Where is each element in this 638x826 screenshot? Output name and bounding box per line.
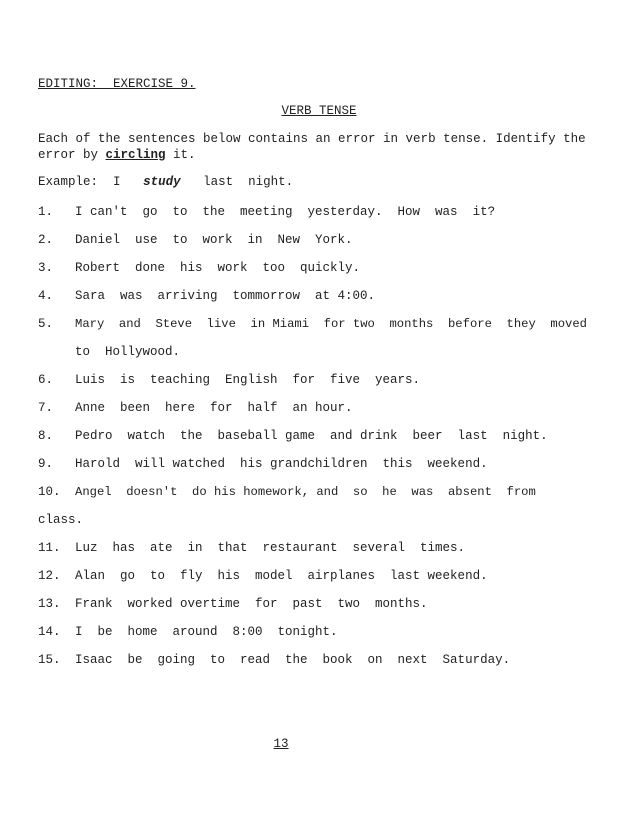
item-number: 3.: [38, 261, 54, 275]
instructions-part-2: it.: [165, 148, 196, 162]
item-text: Daniel use to work in New York.: [75, 233, 353, 247]
item-number: 8.: [38, 429, 54, 443]
example-rest: last night.: [203, 175, 294, 189]
item-number: 14.: [38, 625, 61, 639]
sentence-item-1: [38, 205, 604, 223]
sentence-item-12: [38, 569, 604, 587]
sentence-item-15: [38, 653, 604, 671]
item-number: 6.: [38, 373, 54, 387]
item-text: Anne been here for half an hour.: [75, 401, 353, 415]
item-text: Alan go to fly his model airplanes last weekend.: [75, 569, 488, 583]
item-text: I can't go to the meeting yesterday. How was it?: [75, 205, 496, 219]
example-circled-verb: study: [143, 175, 181, 189]
item-number: 5.: [38, 317, 54, 331]
sentence-item-7: [38, 401, 604, 419]
example-label: Example:: [38, 175, 99, 189]
item-number: 11.: [38, 541, 61, 555]
item-text: Robert done his work too quickly.: [75, 261, 361, 275]
item-number: 13.: [38, 597, 61, 611]
item-text: Pedro watch the baseball game and drink beer last night.: [75, 429, 548, 443]
item-number: 12.: [38, 569, 61, 583]
item-text: Angel doesn't do his homework, and so he was absent from: [75, 485, 536, 499]
example-sentence: [38, 175, 293, 189]
sentence-item-10-continued: class.: [38, 513, 84, 527]
instructions: [38, 131, 604, 163]
item-number: 4.: [38, 289, 54, 303]
item-text: Harold will watched his grandchildren this weekend.: [75, 457, 488, 471]
sentence-item-5-continued: to Hollywood.: [75, 345, 181, 359]
item-number: 2.: [38, 233, 54, 247]
page-number-container: [0, 737, 562, 751]
sentence-item-2: [38, 233, 604, 251]
item-text: Frank worked overtime for past two months.: [75, 597, 428, 611]
item-text: Sara was arriving tommorrow at 4:00.: [75, 289, 376, 303]
subtitle-text: VERB TENSE: [281, 104, 357, 118]
sentence-item-4: [38, 289, 604, 307]
sentence-item-5: [38, 317, 604, 335]
item-number: 10.: [38, 485, 61, 499]
item-text: Luis is teaching English for five years.: [75, 373, 421, 387]
example-pronoun: I: [113, 175, 121, 189]
sentence-item-3: [38, 261, 604, 279]
exercise-title: EDITING: EXERCISE 9.: [38, 77, 196, 91]
sentence-item-13: [38, 597, 604, 615]
page-number: 13: [273, 737, 289, 751]
item-text: I be home around 8:00 tonight.: [75, 625, 338, 639]
instructions-part-1: Each of the sentences below contains an error in verb tense. Identify the error by: [38, 132, 586, 162]
item-number: 1.: [38, 205, 54, 219]
item-number: 7.: [38, 401, 54, 415]
sentence-item-14: [38, 625, 604, 643]
item-text: Luz has ate in that restaurant several times.: [75, 541, 466, 555]
section-subtitle: [0, 104, 638, 118]
sentence-item-9: [38, 457, 604, 475]
sentence-item-11: [38, 541, 604, 559]
item-text: Mary and Steve live in Miami for two months before they moved: [75, 317, 587, 331]
sentence-item-8: [38, 429, 604, 447]
item-text: Isaac be going to read the book on next Saturday.: [75, 653, 511, 667]
instructions-bold-word: circling: [105, 148, 166, 162]
item-number: 9.: [38, 457, 54, 471]
sentence-item-10: [38, 485, 604, 503]
sentence-item-6: [38, 373, 604, 391]
item-number: 15.: [38, 653, 61, 667]
